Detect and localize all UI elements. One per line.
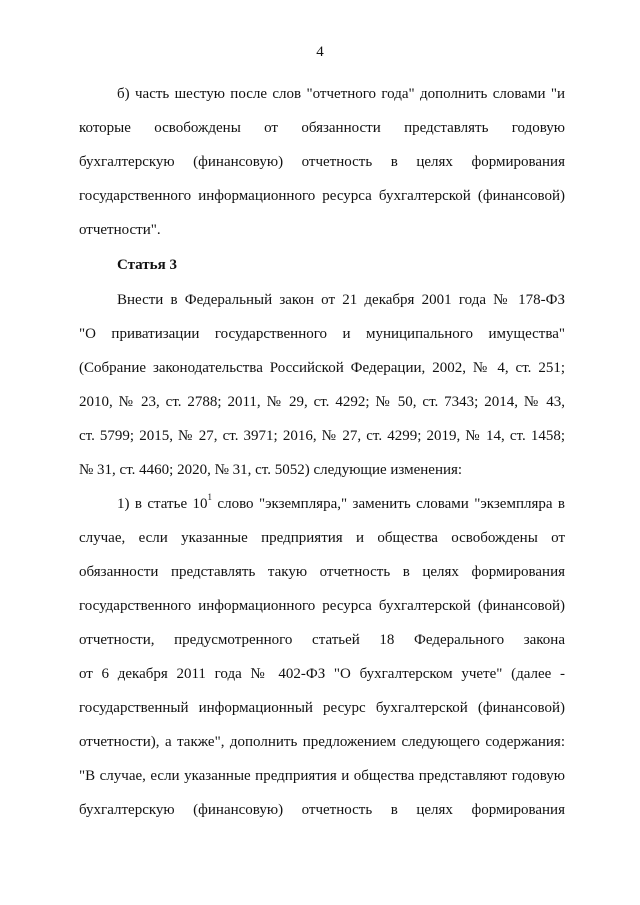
paragraph-line: (Собрание законодательства Российской Федерации, 2002, № 4, ст. 251; — [79, 360, 565, 376]
paragraph-line: № 31, ст. 4460; 2020, № 31, ст. 5052) следующие изменения: — [79, 462, 463, 478]
paragraph-line: ст. 5799; 2015, № 27, ст. 3971; 2016, № 27, ст. 4299; 2019, № 14, ст. 1458; — [79, 428, 565, 444]
paragraph-line: Внести в Федеральный закон от 21 декабря 2001 года № 178-ФЗ — [117, 292, 565, 308]
page-number: 4 — [316, 44, 324, 60]
paragraph-line: "О приватизации государственного и муниципального имущества" — [79, 326, 565, 342]
item-1-text-after: слово "экземпляра," заменить словами "экземпляра в — [212, 496, 566, 512]
paragraph-line: от 6 декабря 2011 года № 402-ФЗ "О бухгалтерском учете" (далее - — [79, 666, 565, 682]
paragraph-line: отчетности, предусмотренного статьей 18 Федерального закона — [79, 632, 565, 648]
paragraph-line: 2010, № 23, ст. 2788; 2011, № 29, ст. 4292; № 50, ст. 7343; 2014, № 43, — [79, 394, 565, 410]
paragraph-line: государственный информационный ресурс бухгалтерской (финансовой) — [79, 700, 565, 716]
paragraph-line: б) часть шестую после слов "отчетного года" дополнить словами "и — [117, 86, 565, 102]
paragraph-line: государственного информационного ресурса бухгалтерской (финансовой) — [79, 598, 565, 614]
item-1-superscript: 1 — [207, 492, 213, 502]
paragraph-line: отчетности". — [79, 222, 161, 238]
paragraph-line: бухгалтерскую (финансовую) отчетность в целях формирования — [79, 154, 565, 170]
paragraph-line: случае, если указанные предприятия и общества освобождены от — [79, 530, 565, 546]
article-heading: Статья 3 — [117, 257, 177, 273]
paragraph-line-item-1 — [117, 494, 565, 514]
item-1-text-before: 1) в статье 10 — [117, 496, 208, 512]
paragraph-line: которые освобождены от обязанности представлять годовую — [79, 120, 565, 136]
paragraph-line: бухгалтерскую (финансовую) отчетность в целях формирования — [79, 802, 565, 818]
paragraph-line: отчетности), а также", дополнить предложением следующего содержания: — [79, 734, 565, 750]
paragraph-line: "В случае, если указанные предприятия и общества представляют годовую — [79, 768, 565, 784]
paragraph-line: обязанности представлять такую отчетность в целях формирования — [79, 564, 565, 580]
paragraph-line: государственного информационного ресурса бухгалтерской (финансовой) — [79, 188, 565, 204]
